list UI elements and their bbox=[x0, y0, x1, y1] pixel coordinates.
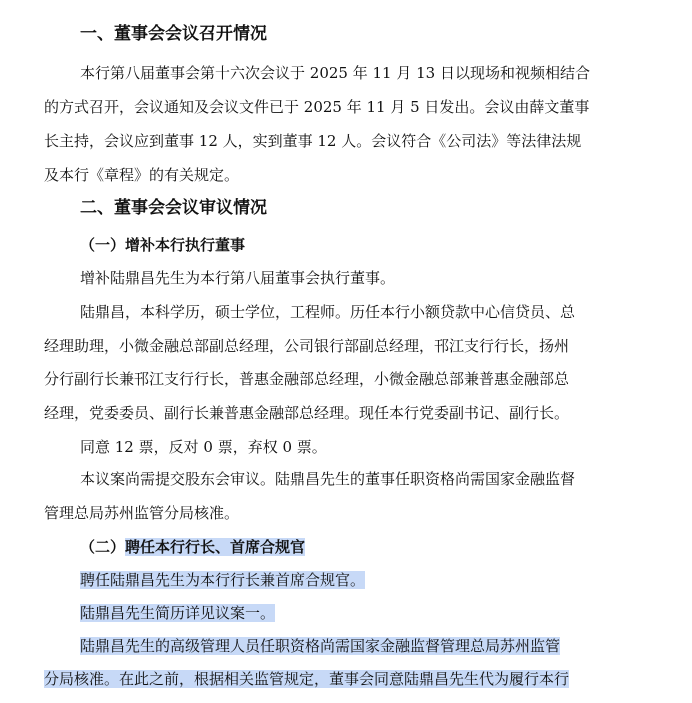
item2-bio-ref bbox=[80, 603, 680, 623]
item2-heading-text: 聘任本行行长、首席合规官 bbox=[125, 538, 306, 556]
item1-bio-line: 经理助理，小微金融总部副总经理，公司银行部副总经理，邗江支行行长，扬州 bbox=[44, 337, 570, 355]
item2-note-line bbox=[80, 636, 680, 656]
item1-note-line: 管理总局苏州监管分局核准。 bbox=[44, 504, 240, 522]
paragraph-line: 本行第八届董事会第十六次会议于 2025 年 11 月 13 日以现场和视频相结合 bbox=[80, 64, 590, 82]
item1-intro: 增补陆鼎昌先生为本行第八届董事会执行董事。 bbox=[80, 269, 396, 287]
section1-heading: 一、董事会会议召开情况 bbox=[80, 24, 267, 44]
item1-vote: 同意 12 票，反对 0 票，弃权 0 票。 bbox=[80, 438, 327, 456]
paragraph-line: 及本行《章程》的有关规定。 bbox=[44, 166, 240, 184]
item2-intro bbox=[80, 570, 680, 590]
item2-note-line bbox=[44, 669, 644, 689]
paragraph-line: 长主持，会议应到董事 12 人，实到董事 12 人。会议符合《公司法》等法律法规 bbox=[44, 132, 582, 150]
highlighted-text: 陆鼎昌先生简历详见议案一。 bbox=[80, 604, 276, 622]
highlighted-text: 分局核准。在此之前，根据相关监管规定，董事会同意陆鼎昌先生代为履行本行 bbox=[44, 670, 570, 688]
paragraph-line: 的方式召开，会议通知及会议文件已于 2025 年 11 月 5 日发出。会议由薛文董事 bbox=[44, 98, 590, 116]
item2-heading-prefix: （二） bbox=[80, 538, 126, 556]
item1-note-line: 本议案尚需提交股东会审议。陆鼎昌先生的董事任职资格尚需国家金融监督 bbox=[80, 470, 576, 488]
highlighted-text: 陆鼎昌先生的高级管理人员任职资格尚需国家金融监督管理总局苏州监管 bbox=[80, 637, 561, 655]
highlighted-text: 聘任陆鼎昌先生为本行行长兼首席合规官。 bbox=[80, 571, 366, 589]
section2-heading: 二、董事会会议审议情况 bbox=[80, 198, 267, 218]
item1-heading: （一）增补本行执行董事 bbox=[80, 236, 246, 254]
item1-bio-line: 陆鼎昌，本科学历，硕士学位，工程师。历任本行小额贷款中心信贷员、总 bbox=[80, 303, 576, 321]
item1-bio-line: 分行副行长兼邗江支行行长，普惠金融部总经理，小微金融总部兼普惠金融部总 bbox=[44, 370, 570, 388]
item2-heading bbox=[80, 537, 680, 557]
item1-bio-line: 经理，党委委员、副行长兼普惠金融部总经理。现任本行党委副书记、副行长。 bbox=[44, 404, 570, 422]
